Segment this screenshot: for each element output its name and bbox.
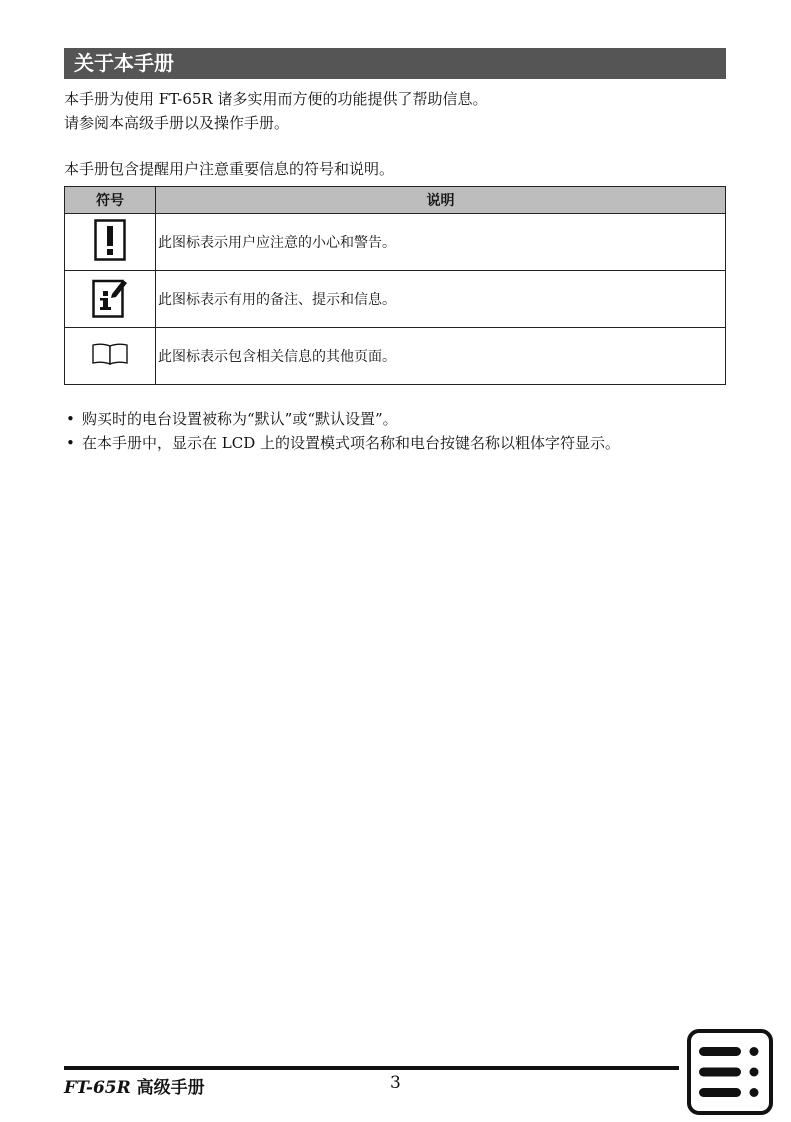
- table-row: [65, 271, 726, 328]
- symbol-cell: [65, 328, 156, 385]
- menu-list-icon: [687, 1029, 773, 1115]
- symbol-cell: [65, 271, 156, 328]
- column-header-symbol: 符号: [65, 187, 156, 214]
- footer-divider: [64, 1066, 679, 1070]
- symbol-cell: [65, 214, 156, 271]
- intro-paragraph: [64, 87, 487, 135]
- table-row: [65, 328, 726, 385]
- exclamation-icon: [94, 219, 126, 265]
- footer-title: [64, 1073, 205, 1098]
- symbol-table: [64, 186, 726, 385]
- info-note-icon: [92, 276, 128, 322]
- page-number: 3: [390, 1073, 401, 1093]
- description-cell: 此图标表示用户应注意的小心和警告。: [156, 214, 726, 271]
- description-cell: 此图标表示包含相关信息的其他页面。: [156, 328, 726, 385]
- table-row: [65, 214, 726, 271]
- list-item: • 购买时的电台设置被称为“默认”或“默认设置”。: [64, 407, 620, 431]
- footer-manual-title: 高级手册: [136, 1078, 205, 1098]
- description-cell: 此图标表示有用的备注、提示和信息。: [156, 271, 726, 328]
- footer-model: FT-65R: [64, 1078, 131, 1098]
- table-header-row: [65, 187, 726, 214]
- notes-list: [64, 407, 620, 455]
- intro-line-1: 本手册为使用 FT-65R 诸多实用而方便的功能提供了帮助信息。: [64, 90, 488, 108]
- section-title: 关于本手册: [64, 48, 726, 79]
- list-item: • 在本手册中，显示在 LCD 上的设置模式项名称和电台按键名称以粗体字符显示。: [64, 431, 620, 455]
- symbols-intro: 本手册包含提醒用户注意重要信息的符号和说明。: [64, 160, 395, 178]
- column-header-description: 说明: [156, 187, 726, 214]
- open-book-icon: [91, 342, 129, 370]
- intro-line-2: 请参阅本高级手册以及操作手册。: [64, 114, 290, 132]
